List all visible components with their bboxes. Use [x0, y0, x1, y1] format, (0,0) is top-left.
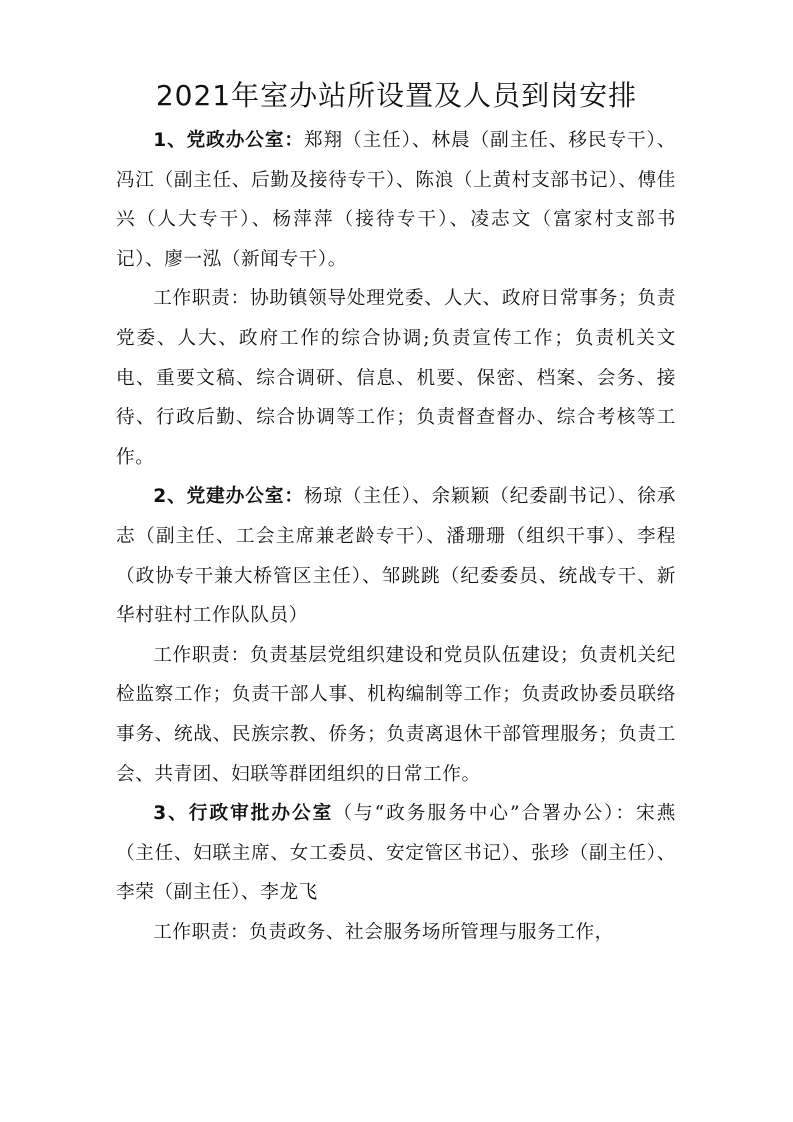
section-1-duties-paragraph	[116, 279, 676, 477]
section-2-duties-paragraph	[116, 636, 676, 794]
section-1-staff: 郑翔（主任）、林晨（副主任、移民专干）、冯江（副主任、后勤及接待专干）、陈浪（上黄村支部书记）、傅佳兴（人大专干）、杨萍萍（接待专干）、凌志文（富家村支部书记）、廖一泓（新闻专干）。	[116, 130, 676, 270]
section-2-duties: 工作职责：负责基层党组织建设和党员队伍建设；负责机关纪检监察工作；负责干部人事、机构编制等工作；负责政协委员联络事务、统战、民族宗教、侨务；负责离退休干部管理服务；负责工会、共青团、妇联等群团组织的日常工作。	[116, 644, 676, 785]
section-1-staff-paragraph	[116, 121, 676, 279]
section-1-duties: 工作职责：协助镇领导处理党委、人大、政府日常事务；负责党委、人大、政府工作的综合协调;负责宣传工作；负责机关文电、重要文稿、综合调研、信息、机要、保密、档案、会务、接待、行政后勤、综合协调等工作；负责督查督办、综合考核等工作。	[116, 288, 676, 468]
section-3-staff-paragraph	[116, 794, 676, 913]
section-2-heading: 2、党建办公室：	[153, 486, 304, 508]
section-3-staff: 宋燕（主任、妇联主席、女工委员、安定管区书记）、张珍（副主任）、李荣（副主任）、李龙飞	[116, 803, 676, 904]
section-3-heading: 3、行政审批办公室	[153, 803, 334, 825]
section-3-note: （与“政务服务中心”合署办公）：	[333, 803, 637, 825]
section-1-heading: 1、党政办公室：	[153, 130, 304, 151]
section-3-duties: 工作职责：负责政务、社会服务场所管理与服务工作，	[153, 921, 614, 943]
document-body	[116, 121, 676, 952]
section-2-staff: 杨琼（主任）、余颖颖（纪委副书记）、徐承志（副主任、工会主席兼老龄专干）、潘珊珊（组织干事）、李程（政协专干兼大桥管区主任）、邹跳跳（纪委委员、统战专干、新华村驻村工作队队员）	[116, 486, 676, 627]
section-2-staff-paragraph	[116, 477, 676, 635]
section-3-duties-paragraph	[116, 913, 676, 953]
document-title: 2021年室办站所设置及人员到岗安排	[155, 79, 638, 112]
